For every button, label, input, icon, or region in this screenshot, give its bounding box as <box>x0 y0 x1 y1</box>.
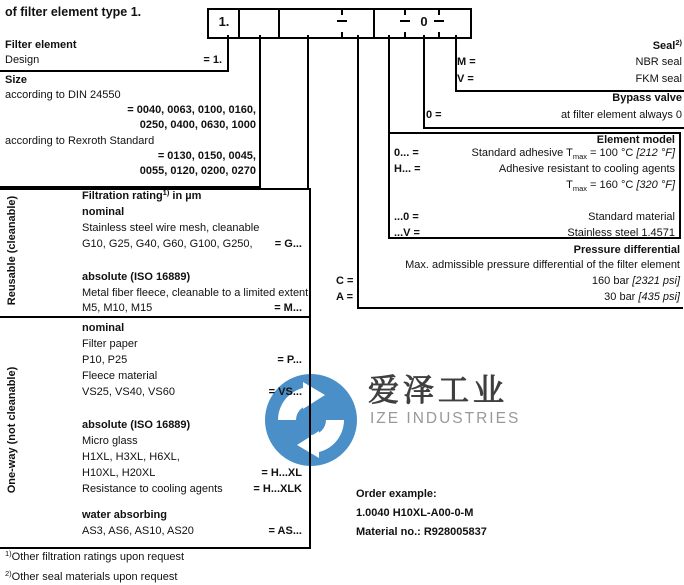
adhesive-temp-f: [212 °F] <box>636 147 675 159</box>
code-cell-design: 1. <box>218 14 230 29</box>
footnote-2-ref: 2) <box>5 569 12 578</box>
pressure-a-psi: [435 psi] <box>638 291 680 303</box>
footnote-2 <box>5 571 177 584</box>
pressure-subtitle: Max. admissible pressure differential of the filter element <box>405 259 680 271</box>
nominal-1-title: nominal <box>82 206 125 218</box>
seal-title-text: Seal <box>652 40 676 52</box>
filtration-title <box>82 190 201 203</box>
page-heading: of filter element type 1. <box>5 5 142 19</box>
element-model-key-h: H... = <box>394 163 421 175</box>
element-model-value-0 <box>472 147 675 160</box>
watermark-chinese-text: 爱泽工业 <box>368 373 508 408</box>
absolute-1-title: absolute (ISO 16889) <box>82 271 191 283</box>
order-example-material: Material no.: R928005837 <box>356 526 487 538</box>
tmax-subscript: max <box>572 152 587 161</box>
metal-fiber-desc: Metal fiber fleece, cleanable to a limited extent <box>82 287 309 299</box>
wire-mesh-desc: Stainless steel wire mesh, cleanable <box>82 222 260 234</box>
pressure-key-c: C = <box>336 275 354 287</box>
water-absorbing-code: = AS... <box>268 525 302 537</box>
fleece-code: = VS... <box>268 386 302 398</box>
pressure-a-bar: 30 bar <box>604 291 639 303</box>
footnote-1-ref: 1) <box>5 549 12 558</box>
element-model-title: Element model <box>596 134 675 146</box>
adhesive-temp: = 100 °C <box>587 147 637 159</box>
metal-fiber-items: M5, M10, M15 <box>82 302 153 314</box>
pressure-value-c <box>592 275 680 288</box>
design-code: = 1. <box>203 54 222 66</box>
fleece-desc: Fleece material <box>82 370 158 382</box>
design-label: Design <box>5 54 40 66</box>
micro-glass-items-1: H1XL, H3XL, H6XL, <box>82 451 180 463</box>
element-model-value-h: Adhesive resistant to cooling agents <box>498 163 675 175</box>
pressure-key-a: A = <box>336 291 354 303</box>
element-model-key-vst: ...V = <box>394 227 420 239</box>
watermark-latin-text: IZE INDUSTRIES <box>370 410 521 427</box>
bypass-title: Bypass valve <box>612 92 682 104</box>
filtration-group-divider <box>0 316 309 318</box>
seal-title <box>653 40 682 53</box>
tmax-temp: = 160 °C <box>587 179 637 191</box>
pressure-c-bar: 160 bar <box>591 275 633 287</box>
code-separator-dash <box>337 20 347 22</box>
bypass-key: 0 = <box>426 109 442 121</box>
oneway-group-label: One-way (not cleanable) <box>6 366 18 494</box>
size-din-codes-2: 0250, 0400, 0630, 1000 <box>139 119 256 131</box>
tmax-text: T <box>566 179 573 191</box>
element-model-key-0: 0... = <box>394 147 419 159</box>
filtration-title-footnote-ref: 1) <box>162 188 170 197</box>
wire-mesh-code: = G... <box>274 238 302 250</box>
tmax-temp-f: [320 °F] <box>636 179 675 191</box>
seal-value-v: FKM seal <box>635 73 682 85</box>
size-rexroth-label: according to Rexroth Standard <box>5 135 155 147</box>
cell-divider <box>373 10 375 37</box>
size-title: Size <box>5 74 28 86</box>
seal-value-m: NBR seal <box>635 56 682 68</box>
micro-glass-items-2: H10XL, H20XL <box>82 467 156 479</box>
filtration-title-unit: in µm <box>169 190 202 202</box>
order-example-title: Order example: <box>356 488 437 500</box>
pressure-value-a <box>604 291 680 304</box>
cooling-code: = H...XLK <box>253 483 302 495</box>
tmax-subscript: max <box>572 184 587 193</box>
micro-glass-desc: Micro glass <box>82 435 138 447</box>
fleece-items: VS25, VS40, VS60 <box>82 386 175 398</box>
footnote-1 <box>5 551 184 564</box>
tick-mark <box>341 10 343 15</box>
water-absorbing-items: AS3, AS6, AS10, AS20 <box>82 525 194 537</box>
wire-mesh-items: G10, G25, G40, G60, G100, G250, <box>82 238 253 250</box>
paper-desc: Filter paper <box>82 338 138 350</box>
size-rexroth-codes-1: = 0130, 0150, 0045, <box>157 150 256 162</box>
adhesive-text: Standard adhesive T <box>471 147 573 159</box>
reusable-group-label: Reusable (cleanable) <box>6 195 18 306</box>
water-absorbing-title: water absorbing <box>82 509 167 521</box>
paper-items: P10, P25 <box>82 354 128 366</box>
cell-divider <box>278 10 280 37</box>
cooling-desc: Resistance to cooling agents <box>82 483 223 495</box>
pressure-title: Pressure differential <box>573 244 680 256</box>
cell-divider <box>238 10 240 37</box>
tick-mark <box>341 32 343 37</box>
micro-glass-code: = H...XL <box>261 467 302 479</box>
size-rexroth-codes-2: 0055, 0120, 0200, 0270 <box>139 165 256 177</box>
nominal-2-title: nominal <box>82 322 125 334</box>
element-model-value-vst: Stainless steel 1.4571 <box>567 227 675 239</box>
seal-footnote-ref: 2) <box>675 38 682 47</box>
element-model-leader-line <box>388 35 390 132</box>
filter-element-title: Filter element <box>5 39 77 51</box>
element-model-key-std: ...0 = <box>394 211 419 223</box>
tick-mark <box>438 10 440 15</box>
footnote-2-text: Other seal materials upon request <box>11 571 178 583</box>
seal-key-v: V = <box>457 73 474 85</box>
size-din-label: according to DIN 24550 <box>5 89 121 101</box>
element-model-value-h2 <box>566 179 675 192</box>
filtration-leader-line <box>307 35 309 188</box>
bypass-value: at filter element always 0 <box>560 109 682 121</box>
code-separator-dash <box>434 20 444 22</box>
seal-key-m: M = <box>457 56 476 68</box>
absolute-2-title: absolute (ISO 16889) <box>82 419 191 431</box>
metal-fiber-code: = M... <box>274 302 302 314</box>
size-din-codes-1: = 0040, 0063, 0100, 0160, <box>127 104 256 116</box>
code-cell-bypass-zero: 0 <box>420 14 428 29</box>
paper-code: = P... <box>277 354 302 366</box>
element-model-value-std: Standard material <box>588 211 675 223</box>
filtration-title-text: Filtration rating <box>82 190 163 202</box>
order-example-code: 1.0040 H10XL-A00-0-M <box>356 507 474 519</box>
pressure-c-psi: [2321 psi] <box>632 275 680 287</box>
tick-mark <box>404 10 406 15</box>
footnote-1-text: Other filtration ratings upon request <box>11 551 185 563</box>
